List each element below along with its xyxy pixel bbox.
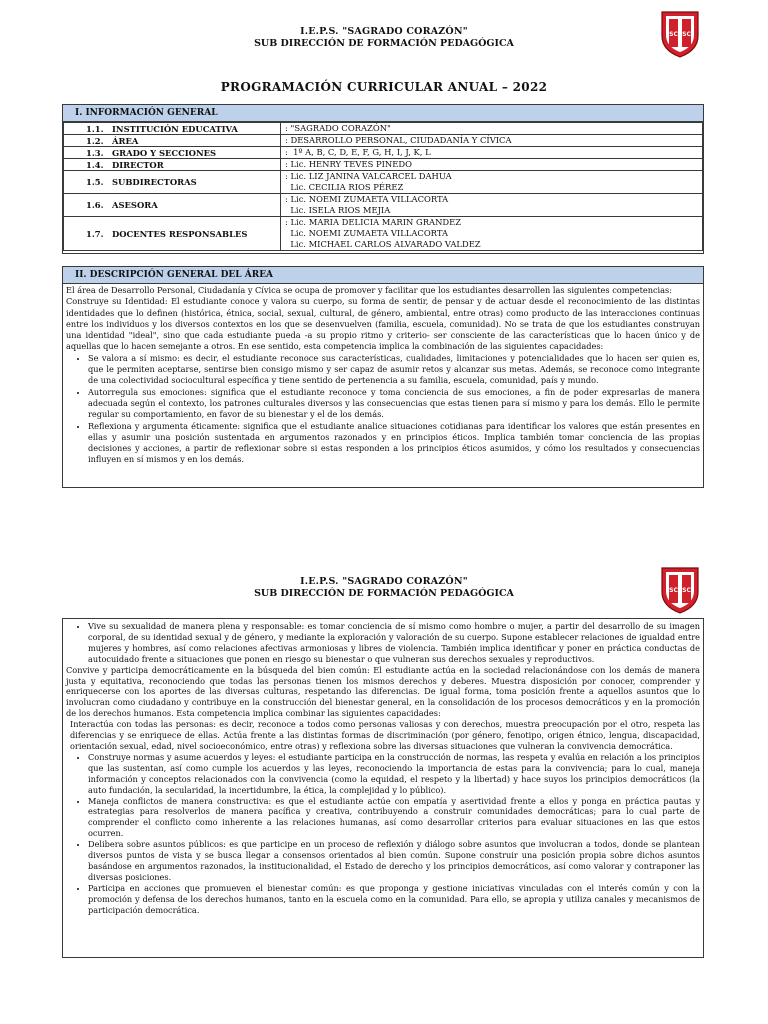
- continued-body: [63, 619, 703, 917]
- subdirection-name: SUB DIRECCIÓN DE FORMACIÓN PEDAGÓGICA: [254, 38, 514, 49]
- capacity-item: [88, 353, 700, 387]
- info-value-line: : "SAGRADO CORAZÓN": [285, 123, 391, 133]
- capacity-item: [88, 883, 700, 916]
- info-number: 1.7.: [86, 228, 104, 239]
- area-description-section: [62, 266, 704, 488]
- capacity-text: significa que el estudiante reconoce y toma conciencia de sus emociones, a fin de poder expresarlas de manera adecuada según el contexto, los patrones culturales diversos y las consecuencias que estas tienen para sí mismo y para los demás. Ello le permite regular su comportamiento, en favor de su bienestar y el de los demás.: [88, 386, 700, 420]
- capacity-term: Construye normas y asume acuerdos y leyes:: [88, 751, 276, 762]
- info-value-line: Lic. MICHAEL CARLOS ALVARADO VALDEZ: [285, 239, 481, 249]
- info-label: [64, 159, 281, 171]
- capacity-sexuality-list: [66, 621, 700, 665]
- info-value: [281, 194, 703, 217]
- info-label-text: DOCENTES RESPONSABLES: [112, 228, 248, 239]
- info-label-text: DIRECTOR: [112, 159, 164, 170]
- info-label: [64, 171, 281, 194]
- info-row: [64, 159, 703, 171]
- capacities-list-1: [66, 353, 700, 466]
- capacity-term: Reflexiona y argumenta éticamente:: [88, 420, 241, 431]
- svg-text:SC: SC: [682, 587, 691, 594]
- info-value: [281, 135, 703, 147]
- capacity-term: Participa en acciones que promueven el bienestar común:: [88, 882, 342, 893]
- info-number: 1.4.: [86, 159, 104, 170]
- page-2: [0, 500, 768, 1024]
- info-value-line: : Lic. LIZ JANINA VALCARCEL DAHUA: [285, 171, 452, 181]
- area-description-heading: II. DESCRIPCIÓN GENERAL DEL ÁREA: [63, 267, 703, 284]
- info-row: [64, 217, 703, 251]
- capacity-item: [88, 796, 700, 840]
- page-header: [0, 26, 768, 49]
- info-value-line: : Lic. HENRY TEVES PINEDO: [285, 159, 412, 169]
- capacity-term: Vive su sexualidad de manera plena y responsable:: [88, 621, 305, 631]
- info-row: [64, 147, 703, 159]
- capacity-text: es tomar conciencia de sí mismo como hombre o mujer, a partir del desarrollo de su imagen corporal, de su identidad sexual y de género, y mediante la exploración y valoración de su cuerpo. Supone establecer relaciones de igualdad entre mujeres y hombres, así como relaciones afectivas armoniosas y libres de violencia. También implica identificar y poner en práctica conductas de autocuidado frente a situaciones que ponen en riesgo su bienestar o que vulneran sus derechos sexuales y reproductivos.: [88, 621, 700, 664]
- capacity-term: Autorregula sus emociones:: [88, 386, 207, 397]
- competence-identity: Construye su Identidad: El estudiante conoce y valora su cuerpo, su forma de sentir, de pensar y de actuar desde el reconocimiento de las distintas identidades que lo definen (histórica, étnica, social, sexual, cultural, de género, ambiental, entre otras) como producto de las interacciones continuas entre los individuos y los diversos contextos en los que se desenvuelven (familia, escuela, comunidad). No se trata de que los estudiantes construyan una identidad "ideal", sino que cada estudiante pueda -a su propio ritmo y criterio- ser consciente de las características que lo hacen único y de aquellas que lo hacen semejante a otros. En ese sentido, esta competencia implica la combinación de las siguientes capacidades:: [66, 296, 700, 352]
- capacity-term: Delibera sobre asuntos públicos:: [88, 839, 226, 850]
- info-value: [281, 147, 703, 159]
- competence-coexistence: Convive y participa democráticamente en la búsqueda del bien común: El estudiante actúa en la sociedad relacionándose con los demás de manera justa y equitativa, reconociendo que todas las personas tienen los mismos derechos y deberes. Muestra disposición por conocer, comprender y enriquecerse con los aportes de las diversas culturas, respetando las diferencias. De igual forma, toma posición frente a aquellos asuntos que lo involucran como ciudadano y contribuye en la construcción del bienestar general, en la consolidación de los procesos democráticos y en la promoción de los derechos humanos. Esta competencia implica combinar las siguientes capacidades:: [66, 664, 700, 719]
- capacity-item: [88, 752, 700, 796]
- svg-text:SC: SC: [682, 31, 691, 38]
- area-description-body: [63, 284, 703, 468]
- info-value: [281, 159, 703, 171]
- info-label: [64, 217, 281, 251]
- info-value-line: : DESARROLLO PERSONAL, CIUDADANÍA Y CÍVICA: [285, 135, 512, 145]
- school-name-2: I.E.P.S. "SAGRADO CORAZÓN": [300, 576, 468, 587]
- info-value-line: Lic. NOEMI ZUMAETA VILLACORTA: [285, 228, 449, 238]
- info-row: [64, 194, 703, 217]
- info-label: [64, 135, 281, 147]
- area-description-continued: [62, 618, 704, 958]
- info-value: [281, 217, 703, 251]
- capacity-term: Se valora a sí mismo:: [88, 352, 180, 363]
- info-label-text: SUBDIRECTORAS: [112, 177, 197, 187]
- info-number: 1.2.: [86, 135, 104, 146]
- info-label-text: ÁREA: [112, 135, 139, 146]
- svg-text:SC: SC: [669, 587, 678, 594]
- area-intro: El área de Desarrollo Personal, Ciudadanía y Cívica se ocupa de promover y facilitar que los estudiantes desarrollen las siguientes competencias:: [66, 285, 673, 295]
- capacity-text: es decir, el estudiante reconoce sus características, cualidades, limitaciones y potencialidades que lo hacen ser quien es, que le permiten aceptarse, sentirse bien consigo mismo y ser capaz de asumir retos y alcanzar sus metas. Además, se reconoce como integrante de una colectividad sociocultural específica y tiene sentido de pertenencia a su familia, escuela, comunidad, país y mundo.: [88, 352, 701, 386]
- info-value-line: Lic. CECILIA RIOS PÉREZ: [285, 182, 404, 192]
- info-value-line: : 1º A, B, C, D, E, F, G, H, I, J, K, L: [285, 147, 431, 157]
- capacity-item: [88, 839, 700, 883]
- info-number: 1.3.: [86, 147, 104, 158]
- general-info-table: [63, 122, 703, 251]
- info-value: [281, 171, 703, 194]
- school-logo-2: [660, 566, 700, 614]
- general-info-heading: I. INFORMACIÓN GENERAL: [63, 105, 703, 122]
- subdirection-name-2: SUB DIRECCIÓN DE FORMACIÓN PEDAGÓGICA: [254, 588, 514, 599]
- info-label: [64, 123, 281, 135]
- capacity-item: [88, 621, 700, 665]
- school-logo: [660, 10, 700, 58]
- capacity-text: es que participe en un proceso de reflexión y diálogo sobre asuntos que involucran a todos, donde se plantean diversos puntos de vista y se busca llegar a consensos orientados al bien común. Supone construir una posición propia sobre dichos asuntos basándose en argumentos razonados, la institucionalidad, el Estado de derecho y los principios democráticos, así como valorar y contraponer las diversas posiciones.: [88, 839, 700, 882]
- capacity-text: el estudiante participa en la construcción de normas, las respeta y evalúa en relación a los principios que las sustentan, así como cumple los acuerdos y las leyes, reconociendo la importancia de estas para la convivencia; para lo cual, maneja información y conceptos relacionados con la convivencia (como la equidad, el respeto y la libertad) y hace suyos los principios democráticos (la auto fundación, la secularidad, la incertidumbre, la ética, la complejidad y lo público).: [88, 751, 700, 795]
- capacity-item: [88, 421, 700, 466]
- capacity-text: significa que el estudiante analice situaciones cotidianas para identificar los valores que están presentes en ellas y asumir una posición sustentada en argumentos razonados y en principios éticos. Implica también tomar conciencia de las propias decisiones y acciones, a partir de reflexionar sobre si estas responden a los principios éticos asumidos, y cómo los resultados y consecuencias influyen en sí mismos y en los demás.: [88, 420, 700, 465]
- info-number: 1.1.: [86, 123, 104, 134]
- info-value-line: Lic. ISELA RIOS MEJIA: [285, 205, 391, 215]
- info-number: 1.6.: [86, 200, 104, 210]
- info-label-text: GRADO Y SECCIONES: [112, 147, 217, 158]
- capacities-list-2: [66, 752, 700, 916]
- page-1: [0, 0, 768, 500]
- info-label-text: INSTITUCIÓN EDUCATIVA: [112, 123, 238, 134]
- capacity-interacts: Interactúa con todas las personas: es decir, reconoce a todos como personas valiosas y con derechos, muestra preocupación por el otro, respeta las diferencias y se enriquece de ellas. Actúa frente a las distintas formas de discriminación (por género, fenotipo, origen étnico, lengua, discapacidad, orientación sexual, edad, nivel socioeconómico, entre otras) y reflexiona sobre las diversas situaciones que vulneran la convivencia democrática.: [70, 719, 700, 751]
- general-info-section: [62, 104, 704, 254]
- info-value: [281, 123, 703, 135]
- info-label: [64, 194, 281, 217]
- info-value-line: : Lic. NOEMI ZUMAETA VILLACORTA: [285, 194, 449, 204]
- document-title: PROGRAMACIÓN CURRICULAR ANUAL – 2022: [220, 80, 548, 94]
- capacity-term: Maneja conflictos de manera constructiva:: [88, 795, 272, 806]
- school-name: I.E.P.S. "SAGRADO CORAZÓN": [300, 26, 468, 37]
- capacity-text: es que proponga y gestione iniciativas vinculadas con el interés común y con la promoción y defensa de los derechos humanos, tanto en la escuela como en la comunidad. Para ello, se apropia y utiliza canales y mecanismos de participación democrática.: [88, 882, 700, 915]
- info-value-line: : Lic. MARIA DELICIA MARIN GRANDEZ: [285, 217, 462, 227]
- info-row: [64, 171, 703, 194]
- info-label-text: ASESORA: [112, 200, 158, 210]
- info-row: [64, 135, 703, 147]
- info-number: 1.5.: [86, 177, 104, 187]
- capacity-item: [88, 387, 700, 421]
- info-label: [64, 147, 281, 159]
- svg-text:SC: SC: [669, 31, 678, 38]
- capacity-text: es que el estudiante actúe con empatía y asertividad frente a ellos y ponga en práctica pautas y estrategias para resolverlos de manera pacífica y creativa, contribuyendo a construir comunidades democráticas; para lo cual parte de comprender el conflicto como inherente a las relaciones humanas, así como desarrollar criterios para evaluar situaciones en las que estos ocurren.: [88, 795, 700, 839]
- page-header-2: [0, 576, 768, 599]
- info-row: [64, 123, 703, 135]
